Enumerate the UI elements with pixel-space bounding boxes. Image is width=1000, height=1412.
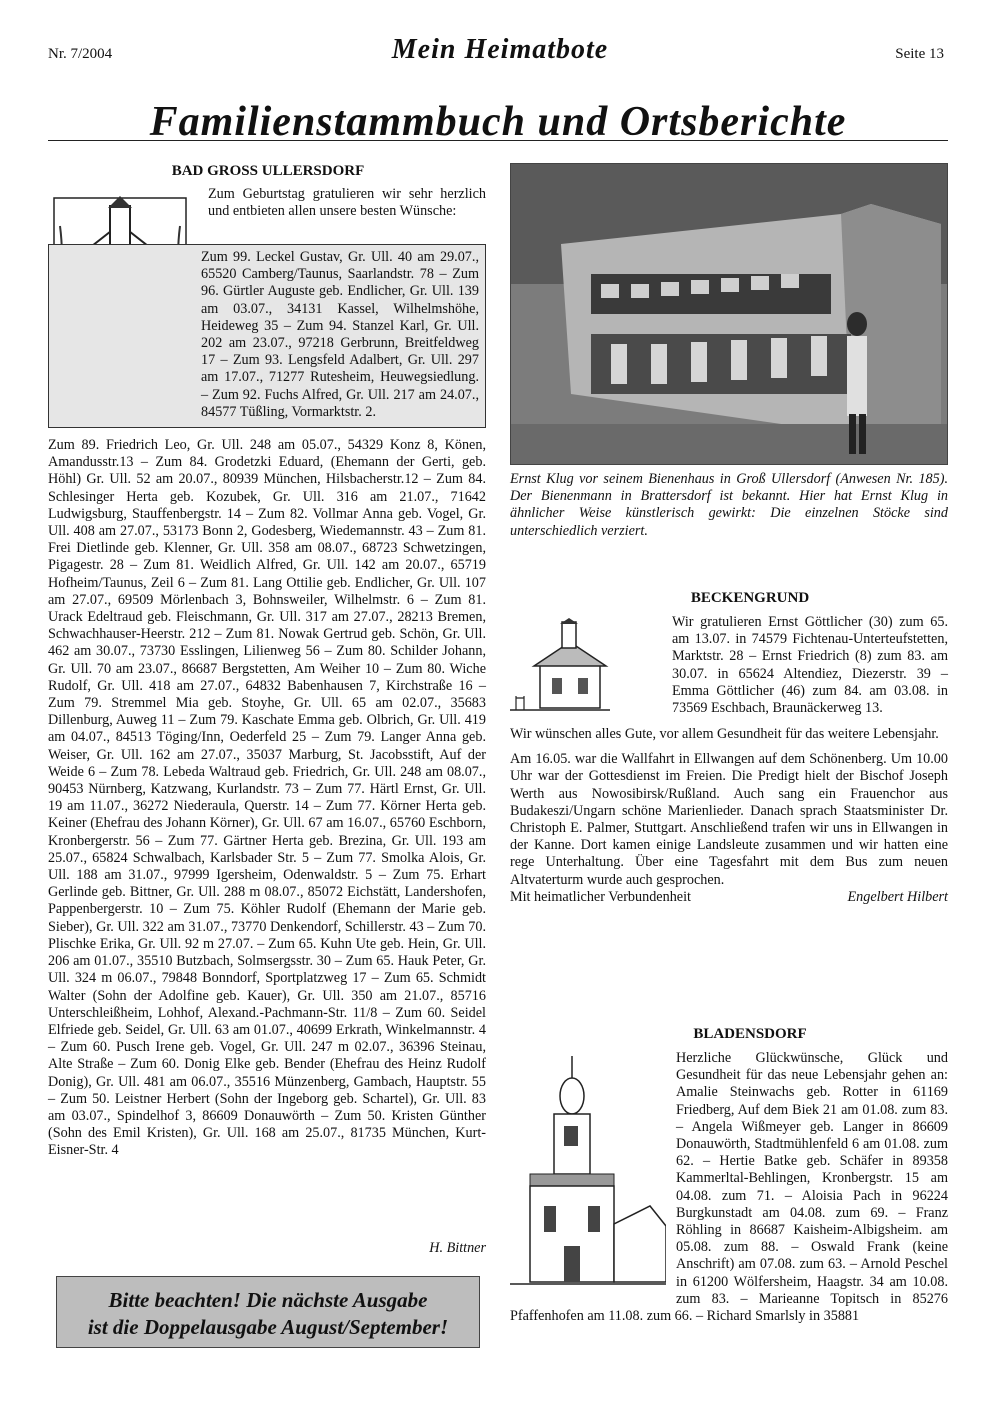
page-number: Seite 13 xyxy=(895,46,944,62)
bladensdorf-intro: Herzliche Glückwünsche, Glück und Gesundheit für das neue Lebensjahr gehen an: xyxy=(676,1050,948,1084)
section-heading-bladensdorf: BLADENSDORF xyxy=(693,1026,807,1042)
beehouse-photo xyxy=(510,163,948,465)
beckengrund-birthdays: Wir gratulieren Ernst Göttlicher (30) zum 65. am 13.07. in 74579 Fichtenau-Unterteufstetten, Marktstr. 28 – Ernst Friedrich (8) zum 83. am 30.07. in 65624 Altendiez, Diezerstr. 39 – Emma Göttlicher (46) zum 84. am 03.08. in 73569 Eschbach, Braunäckerweg 13. xyxy=(672,614,948,717)
illustration-spacer xyxy=(510,614,672,726)
beckengrund-text-block xyxy=(510,614,948,906)
bladensdorf-birthdays: Amalie Steinwachs geb. Rotter in 61169 Friedberg, Auf dem Biek 21 am 01.08. zum 83. – Angela Wißmeyer geb. Langer in 86609 Donauwörth, Stadtmühlenfeld 6 am 01.08. zum 62. – Hertie Batke geb. Schäfer in 89358 Kammerltal-Behlingen, Kronbergstr. 15 am 04.08. zum 71. – Aloisia Pach in 96224 Burgkunstadt am 04.08. zum 69. – Franz Röhling in 86687 Kaisheim-Albigsheim. am 05.08. zum 88. – Oswald Frank (keine Anschrift) am 07.08. zum 63. – Arnold Peschel in 61200 Wölfersheim, Haagstr. 34 am 10.08. zum 83. – Marieanne Topitsch in 85276 Pfaffenhofen am 11.08. zum 66. – Richard Smarlsly in 35881 xyxy=(510,1084,948,1325)
section-heading-bad-gross-ullersdorf: BAD GROSS ULLERSDORF xyxy=(171,163,365,179)
ullersdorf-birthday-list: Zum 89. Friedrich Leo, Gr. Ull. 248 am 05.07., 54329 Konz 8, Könen, Amandusstr.13 – Zum 84. Grodetzki Eduard, (Ehemann der Gerti, geb. Höhl) Gr. Ull. 52 am 20.07., 80939 München, Hilsbacherstr.12 – Zum 84. Schlesinger Herta geb. Kozubek, Gr. Ull. 316 am 21.07., 71642 Ludwigsburg, Stauffenbergstr. 14 – Zum 82. Vollmar Anna geb. Vogel, Gr. Ull. 408 am 27.07., 53173 Bonn 2, Godesberg, Wiedemannstr. 43 – Zum 81. Frei Dietlinde geb. Klenner, Gr. Ull. 358 am 08.07., 68723 Schwetzingen, Pigagestr. 28 – Zum 81. Weidlich Alfred, Gr. Ull. 142 am 20.07., 65719 Hofheim/Taunus, Zeil 6 – Zum 81. Lang Ottilie geb. Endlicher, Gr. Ull. 107 am 27.07., 69509 Mörlenbach 3, Bohnsweiler, Wilhelmstr. 6 – Zum 81. Urack Edeltraud geb. Fleischmann, Gr. Ull. 317 am 27.07., 28213 Bremen, Schwachhauser-Heerstr. 212 – Zum 81. Nowak Gertrud geb. Schön, Gr. Ull. 462 am 30.07., 73730 Esslingen, Lilienweg 56 – Zum 80. Schilder Johann, Gr. Ull. 70 am 23.07., 86687 Bergstetten, Am Weiher 10 – Zum 80. Wiche Rudolf, Gr. Ull. 418 am 27.07., 64832 Babenhausen 7, Kirchstraße 16 – Zum 79. Stremmel Mia geb. Stoyhe, Gr. Ull. 65 am 02.07., 35683 Dillenburg, Auweg 11 – Zum 79. Kaschate Emma geb. Olbrich, Gr. Ull. 419 am 04.07., 84513 Töging/Inn, Oederfeld 25 – Zum 79. Langer Anna geb. Weiser, Gr. Ull. 162 am 27.07., 35037 Marburg, St. Jacobsstift, Auf der Weide 6 – Zum 78. Lebeda Waltraud geb. Friedrich, Gr. Ull. 248 am 08.07., 90453 Nürnberg, Katzwang, Kurlandstr. 73 – Zum 77. Härtl Ernst, Gr. Ull. 19 am 11.07., 36272 Niederaula, Querstr. 14 – Zum 77. Körner Herta geb. Keiner (Ehefrau des Johann Körner), Gr. Ull. 67 am 16.07., 65760 Eschborn, Kronbergerstr. 56 – Zum 77. Gärtner Herta geb. Brezina, Gr. Ull. 193 am 25.07., 65824 Schwalbach, Karlsbader Str. 5 – Zum 77. Smolka Alois, Gr. Ull. 188 am 31.07., 97999 Igersheim, Odenwaldstr. 5 – Zum 75. Erhart Gerlinde geb. Bittner, Gr. Ull. 288 m 08.07., 85072 Eichstätt, Landershofen, Pappenbergerstr. 10 – Zum 75. Köhler Rudolf (Ehemann der Marie geb. Sieber), Gr. Ull. 322 am 31.07., 73770 Denkendorf, Schillerstr. 43 – Zum 70. Plischke Erika, Gr. Ull. 92 m 27.07. – Zum 65. Kuhn Ute geb. Hein, Gr. Ull. 206 am 01.07., 35510 Butzbach, Solmsergsstr. 30 – Zum 65. Hauk Peter, Gr. Ull. 324 m 06.07., 79848 Bonndorf, Sportplatzweg 17 – Zum 65. Schmidt Walter (Sohn der Adolfine geb. Kauer), Gr. Ull. 350 am 21.07., 85716 Unterschleißheim, Lohhof, Alexand.-Pachmann-Str. 11/8 – Zum 60. Seidel Elfriede geb. Seidel, Gr. Ull. 63 am 01.07., 40699 Erkrath, Winkelmannstr. 4 – Zum 60. Pusch Irene geb. Vogel, Gr. Ull. 247 m 02.07., 36396 Steinau, Alte Straße – Zum 60. Donig Elke geb. Bender (Ehefrau des Heinz Rudolf Donig), Gr. Ull. 481 am 06.07., 35516 Münzenberg, Gambach, Hauptstr. 55 – Zum 50. Leistner Herbert (Sohn der Ingeborg geb. Schartel), Gr. Ull. 83 am 03.07., Spindelhof 3, 86609 Donauwörth – Zum 50. Kristen Günther (Sohn des Emil Kristen), Gr. Ull. 168 am 25.07., 81735 München, Kurt-Eisner-Str. 4 xyxy=(48,437,486,1159)
birthday-highlight-box xyxy=(48,244,486,428)
page-title: Familienstammbuch und Ortsberichte xyxy=(149,99,847,145)
notice-line-2: ist die Doppelausgabe August/September! xyxy=(87,1315,449,1339)
author-bittner: H. Bittner xyxy=(429,1240,486,1256)
notice-box xyxy=(56,1276,480,1348)
bladensdorf-text-block xyxy=(510,1050,948,1325)
photo-caption: Ernst Klug vor seinem Bienenhaus in Groß Ullersdorf (Anwesen Nr. 185). Der Bienenmann in Brattersdorf ist bekannt. Hier hat Ernst Klug in ähnlicher Weise künstlerisch gewirkt: Die einzelnen Stöcke sind unterschiedlich verziert. xyxy=(510,471,948,539)
illustration-spacer-bladensdorf xyxy=(510,1050,676,1306)
beehouse-photo-image xyxy=(511,164,947,464)
highlight-box-text: Zum 99. Leckel Gustav, Gr. Ull. 40 am 29.07., 65520 Camberg/Taunus, Saarlandstr. 78 – Zum 96. Gürtler Auguste geb. Endlicher, Gr. Ull. 139 am 03.07., 34131 Kassel, Wilhelmshöhe, Heideweg 35 – Zum 94. Stanzel Karl, Gr. Ull. 202 am 23.07., 97218 Gerbrunn, Breitfeldweg 17 – Zum 93. Lengsfeld Adalbert, Gr. Ull. 297 am 17.07., 71277 Rutesheim, Heuwegsiedlung. – Zum 92. Fuchs Alfred, Gr. Ull. 217 am 24.07., 84577 Tüßling, Vormarktstr. 2. xyxy=(201,249,479,420)
intro-text-ullersdorf: Zum Geburtstag gratulieren wir sehr herzlich und entbieten allen unsere besten Wünsche: xyxy=(208,186,486,220)
beckengrund-signoff xyxy=(510,889,948,906)
notice-line-1: Bitte beachten! Die nächste Ausgabe xyxy=(108,1288,428,1312)
author-hilbert: Engelbert Hilbert xyxy=(847,888,948,905)
closing-line: Mit heimatlicher Verbundenheit xyxy=(510,888,691,905)
beckengrund-wishes: Wir wünschen alles Gute, vor allem Gesundheit für das weitere Lebensjahr. xyxy=(510,726,939,742)
issue-number: Nr. 7/2004 xyxy=(48,46,113,62)
section-heading-beckengrund: BECKENGRUND xyxy=(690,590,810,606)
beckengrund-report: Am 16.05. war die Wallfahrt in Ellwangen auf dem Schönenberg. Um 10.00 Uhr war der Gottesdienst im Freien. Die Predigt hielt der Bischof Joseph Werth aus Nowosibirsk/Rußland. Auch sang ein Frauenchor aus Budakeszi/Ungarn schöne Marienlieder. Danach sprach Staatsminister Dr. Christoph E. Palmer, Stuttgart. Anschließend trafen wir uns in Ellwangen in der Kanne. Dort kamen einige Landsleute zusammen und wir hatten eine rege Unterhaltung. Über eine Tagesfahrt mit dem Bus zum neuen Altvaterturm wurde auch gesprochen. xyxy=(510,751,948,888)
masthead: Mein Heimatbote xyxy=(391,34,609,65)
